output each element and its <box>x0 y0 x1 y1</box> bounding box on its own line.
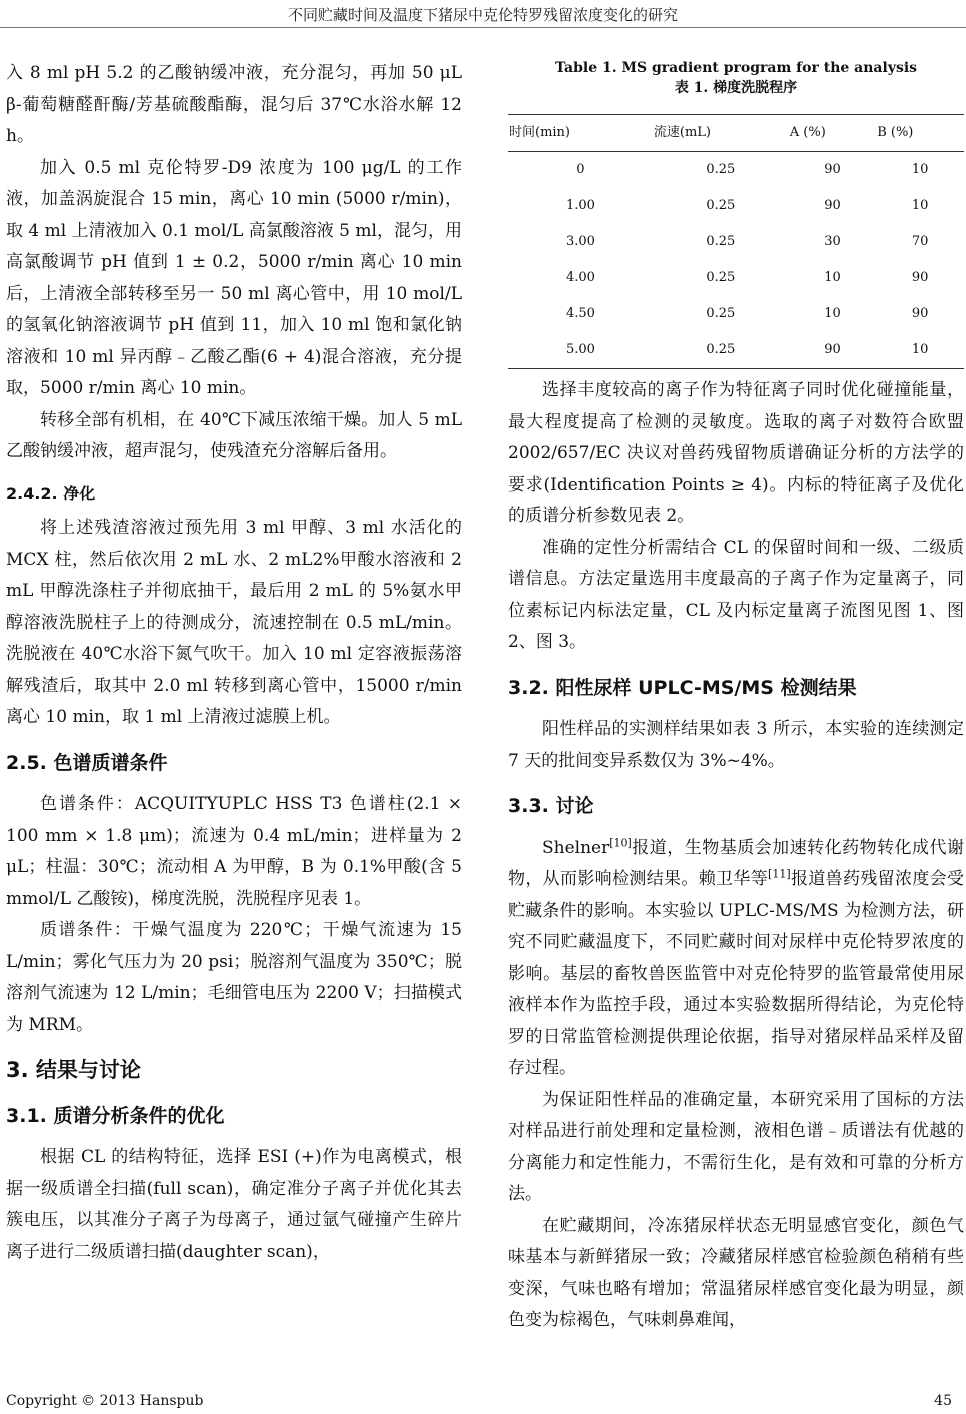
table-cell: 90 <box>911 306 929 322</box>
copyright-notice: Copyright © 2013 Hanspub <box>6 1393 204 1409</box>
paragraph: 阳性样品的实测样结果如表 3 所示，本实验的连续测定 7 天的批间变异系数仅为 3%~4%。 <box>508 719 964 771</box>
table-cell: 5.00 <box>508 332 653 369</box>
table-cell: 10 <box>911 198 929 214</box>
paragraph: 为保证阳性样品的准确定量，本研究采用了国标的方法对样品进行前处理和定量检测，液相色谱﹣质谱法有优越的分离能力和定性能力，不需衍生化，是有效和可靠的分析方法。 <box>508 1089 964 1204</box>
table-cell: 0.25 <box>653 332 789 369</box>
paragraph: 准确的定性分析需结合 CL 的保留时间和一级、二级质谱信息。方法定量选用丰度最高的子离子作为定量离子，同位素标记内标法定量，CL 及内标定量离子流图见图 1、图 2、图 3。 <box>508 537 964 652</box>
table-row <box>508 188 964 224</box>
page-number: 45 <box>934 1393 952 1409</box>
table-row <box>508 332 964 369</box>
paragraph: 色谱条件：ACQUITYUPLC HSS T3 色谱柱(2.1 × 100 mm × 1.8 μm)；流速为 0.4 mL/min；进样量为 2 μL；柱温：30℃；流动相 A 为甲醇，B 为 0.1%甲酸(含 5 mmol/L 乙酸铵)，梯度洗脱，洗脱程序见表 1。 <box>6 794 462 909</box>
right-column <box>508 58 964 1337</box>
table-cell: 10 <box>911 162 929 178</box>
author-name: Shelner <box>542 837 610 858</box>
table-cell: 90 <box>824 198 841 214</box>
table-header-cell: 流速(mL) <box>653 115 789 152</box>
table-header-cell: A (%) <box>789 115 876 152</box>
table-caption-zh: 表 1. 梯度洗脱程序 <box>674 80 798 96</box>
paragraph: 选择丰度较高的离子作为特征离子同时优化碰撞能量，最大程度提高了检测的灵敏度。选取的离子对数符合欧盟 2002/657/EC 决议对兽药残留物质谱确证分析的方法学的要求(Identification Points ≥ 4)。内标的特征离子及优化的质谱分析参数见表 2。 <box>508 380 964 526</box>
section-heading-2-5: 2.5. 色谱质谱条件 <box>6 751 168 774</box>
table-cell: 10 <box>824 306 841 322</box>
gradient-table <box>508 114 964 369</box>
table-cell: 0 <box>576 162 585 178</box>
table-cell: 90 <box>911 270 929 286</box>
table-cell: 10 <box>876 332 964 369</box>
paragraph: 将上述残渣溶液过预先用 3 ml 甲醇、3 ml 水活化的 MCX 柱，然后依次用 2 mL 水、2 mL2%甲酸水溶液和 2 mL 甲醇洗涤柱子并彻底抽干，最后用 2 mL 的 5%氨水甲醇溶液洗脱柱子上的待测成分，流速控制在 0.5 mL/min。洗脱液在 40℃水浴下氮气吹干。加入 10 ml 定容液振荡溶解残渣后，取其中 2.0 ml 转移到离心管中，15000 r/min 离心 10 min，取 1 ml 上清液过滤膜上机。 <box>6 518 462 727</box>
table-cell: 1.00 <box>565 198 595 214</box>
paragraph <box>508 833 964 1085</box>
citation-ref[interactable]: [10] <box>609 835 632 849</box>
table-cell: 70 <box>911 234 929 250</box>
section-heading-3-2: 3.2. 阳性尿样 UPLC-MS/MS 检测结果 <box>508 676 857 699</box>
paragraph: 根据 CL 的结构特征，选择 ESI (+)作为电离模式，根据一级质谱全扫描(full scan)，确定准分子离子并优化其去簇电压，以其准分子离子为母离子，通过氩气碰撞产生碎片离子进行二级质谱扫描(daughter scan)， <box>6 1147 462 1262</box>
paragraph: 入 8 ml pH 5.2 的乙酸钠缓冲液，充分混匀，再加 50 μL β-葡萄糖醛酐酶/芳基硫酸酯酶，混匀后 37℃水浴水解 12 h。 <box>6 63 462 146</box>
table-cell: 0.25 <box>706 306 736 322</box>
table-cell: 90 <box>789 332 876 369</box>
paragraph: 加入 0.5 ml 克伦特罗-D9 浓度为 100 μg/L 的工作液，加盖涡旋混合 15 min，离心 10 min (5000 r/min)，取 4 ml 上清液加入 0.1 mol/L 高氯酸溶液 5 ml，混匀，用高氯酸调节 pH 值到 1 ± 0.2，5000 r/min 离心 10 min 后，上清液全部转移至另一 50 ml 离心管中，用 10 mol/L 的氢氧化钠溶液调节 pH 值到 11，加入 10 ml 饱和氯化钠溶液和 10 ml 异丙醇﹣乙酸乙酯(6 + 4)混合溶液，充分提取，5000 r/min 离心 10 min。 <box>6 157 462 398</box>
table-cell: 0.25 <box>706 162 736 178</box>
section-heading-3-3: 3.3. 讨论 <box>508 795 594 817</box>
citation-ref[interactable]: [11] <box>768 867 791 881</box>
table-cell: 3.00 <box>565 234 595 250</box>
section-heading-3-1: 3.1. 质谱分析条件的优化 <box>6 1104 225 1127</box>
header-rule <box>0 27 966 28</box>
table-cell: 4.50 <box>565 306 595 322</box>
table-header-cell: B (%) <box>876 115 964 152</box>
paragraph: 转移全部有机相，在 40℃下减压浓缩干燥。加人 5 mL 乙酸钠缓冲液，超声混匀，使残渣充分溶解后备用。 <box>6 409 462 461</box>
table-caption <box>508 58 964 98</box>
table-row <box>508 224 964 260</box>
table-cell: 10 <box>824 270 841 286</box>
paragraph: 在贮藏期间，冷冻猪尿样状态无明显感官变化，颜色气味基本与新鲜猪尿一致；冷藏猪尿样感官检验颜色稍稍有些变深，气味也略有增加；常温猪尿样感官变化最为明显，颜色变为棕褐色，气味刺鼻难闻， <box>508 1215 964 1330</box>
section-heading-2-4-2: 2.4.2. 净化 <box>6 483 96 503</box>
table-cell: 0.25 <box>706 234 736 250</box>
paragraph-text: 报道兽药残留浓度会受贮藏条件的影响。本实验以 UPLC-MS/MS 为检测方法，研究不同贮藏温度下，不同贮藏时间对尿样中克伦特罗浓度的影响。基层的畜牧兽医监管中对克伦特罗的监管最常使用尿液样本作为监控手段，通过本实验数据所得结论，为克伦特罗的日常监管检测提供理论依据，指导对猪尿样品采样及留存过程。 <box>508 869 965 1078</box>
running-title: 不同贮藏时间及温度下猪尿中克伦特罗残留浓度变化的研究 <box>287 6 678 24</box>
table-cell: 0.25 <box>706 270 736 286</box>
table-cell: 0.25 <box>706 198 736 214</box>
table-caption-en: Table 1. MS gradient program for the analysis <box>554 60 918 76</box>
paragraph: 质谱条件：干燥气温度为 220℃；干燥气流速为 15 L/min；雾化气压力为 20 psi；脱溶剂气温度为 350℃；脱溶剂气流速为 12 L/min；毛细管电压为 2200 V；扫描模式为 MRM。 <box>6 920 462 1035</box>
table-header-cell: 时间(min) <box>508 115 653 152</box>
table-header-row <box>508 115 964 152</box>
table-cell: 90 <box>824 162 841 178</box>
table-row <box>508 296 964 332</box>
section-heading-3: 3. 结果与讨论 <box>6 1058 141 1082</box>
left-column <box>6 58 462 1268</box>
table-row <box>508 260 964 296</box>
paragraph-text: 报道，生物基质会加速转化药物转化成代谢物，从而影响检测结果。赖卫华等 <box>508 837 964 889</box>
table-row <box>508 152 964 189</box>
table-cell: 30 <box>824 234 841 250</box>
table-cell: 4.00 <box>565 270 595 286</box>
